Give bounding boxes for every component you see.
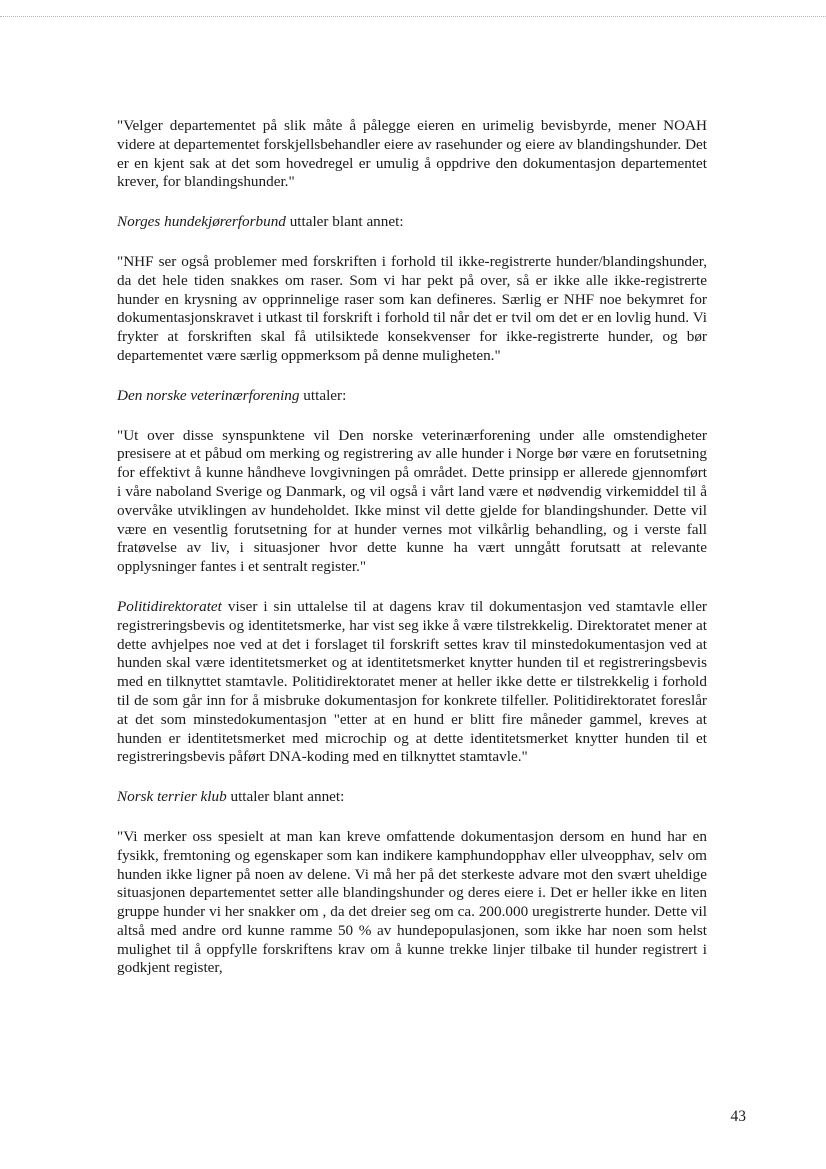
- intro-nhf: [117, 213, 707, 232]
- intro-terrier-klub: [117, 788, 707, 807]
- org-name: Norges hundekjørerforbund: [117, 213, 286, 231]
- quote-nhf: "NHF ser også problemer med forskriften i forhold til ikke-registrerte hunder/blandingshunder, da det hele tiden snakkes om raser. Som vi har pekt på over, så er ikke alle ikke-registrerte hunder en krysning av opprinnelige raser som kan defineres. Særlig er NHF noe bekymret for dokumentasjonskravet i utkast til forskrift i forhold til når det er tvil om det er en lovlig hund. Vi frykter at forskriften skal få utilsiktede konsekvenser for ikke-registrerte hunder, og bør departementet være særlig oppmerksom på denne muligheten.": [117, 252, 707, 364]
- quote-terrier-klub: "Vi merker oss spesielt at man kan kreve omfattende dokumentasjon dersom en hund har en fysikk, fremtoning og egenskaper som kan indikere kamphundopphav eller ulveopphav, selv om hunden ikke ligner på noen av delene. Vi må her på det sterkeste advare mot den svært uheldige situasjonen departementet setter alle blandingshunder og deres eiere i. Det er heller ikke en liten gruppe hunder vi her snakker om , da det dreier seg om ca. 200.000 uregistrerte hunder. Dette vil altså med andre ord kunne ramme 50 % av hundepopulasjonen, som ikke har noen som helst mulighet til å oppfylle forskriftens krav om å kunne trekke linjer tilbake til hunder registrert i godkjent register,: [117, 827, 707, 977]
- document-page: [117, 117, 707, 999]
- org-name: Norsk terrier klub: [117, 788, 227, 806]
- intro-text: uttaler:: [299, 386, 347, 404]
- quote-veterinaerforening: "Ut over disse synspunktene vil Den norske veterinærforening under alle omstendigheter presisere at et påbud om merking og registrering av alle hunder i Norge bør være en forutsetning for effektivt å kunne håndheve lovgivningen på området. Dette prinsipp er allerede gjennomført i våre naboland Sverige og Danmark, og vil også i vårt land være et nødvendig virkemiddel til å overvåke utviklingen av hundeholdet. Ikke minst vil dette gjelde for blandingshunder. Dette vil være en vesentlig forutsetning for at hunder vernes mot vilkårlig behandling, og i verste fall fratøvelse av liv, i situasjoner hvor dette kunne ha vært unngått forutsatt at relevante opplysninger fantes i et sentralt register.": [117, 426, 707, 576]
- org-name: Politidirektoratet: [117, 597, 222, 615]
- intro-veterinaerforening: [117, 387, 707, 406]
- paragraph-text: viser i sin uttalelse til at dagens krav til dokumentasjon ved stamtavle eller registreringsbevis og identitetsmerke, har vist seg ikke å være tilstrekkelig. Direktoratet mener at dette avhjelpes noe ved at det i forslaget til forskrift settes krav til minstedokumentasjon ved at hunden skal være identitetsmerket og at identitetsmerket knytter hunden til et registreringsbevis med en tilknyttet stamtavle. Politidirektoratet mener at heller ikke dette er tilstrekkelig i forhold til de som går inn for å misbruke dokumentasjon for konkrete tilfeller. Politidirektoratet foreslår at det som minstedokumentasjon "etter at en hund er blitt fire måneder gammel, kreves at hunden er identitetsmerket med microchip og at dette identitetsmerket knytter hunden til et registreringsbevis påført DNA-koding med en tilknyttet stamtavle.": [117, 597, 707, 766]
- page-number: 43: [730, 1108, 746, 1125]
- paragraph-politidirektoratet: [117, 598, 707, 767]
- scan-edge-line: [0, 16, 826, 17]
- intro-text: uttaler blant annet:: [285, 213, 404, 231]
- intro-text: uttaler blant annet:: [226, 788, 345, 806]
- quote-noah: "Velger departementet på slik måte å pålegge eieren en urimelig bevisbyrde, mener NOAH videre at departementet forskjellsbehandler eiere av rasehunder og eiere av blandingshunder. Det er en kjent sak at det som hovedregel er umulig å oppdrive den dokumentasjon departementet krever, for blandingshunder.": [117, 117, 707, 191]
- org-name: Den norske veterinærforening: [117, 386, 300, 404]
